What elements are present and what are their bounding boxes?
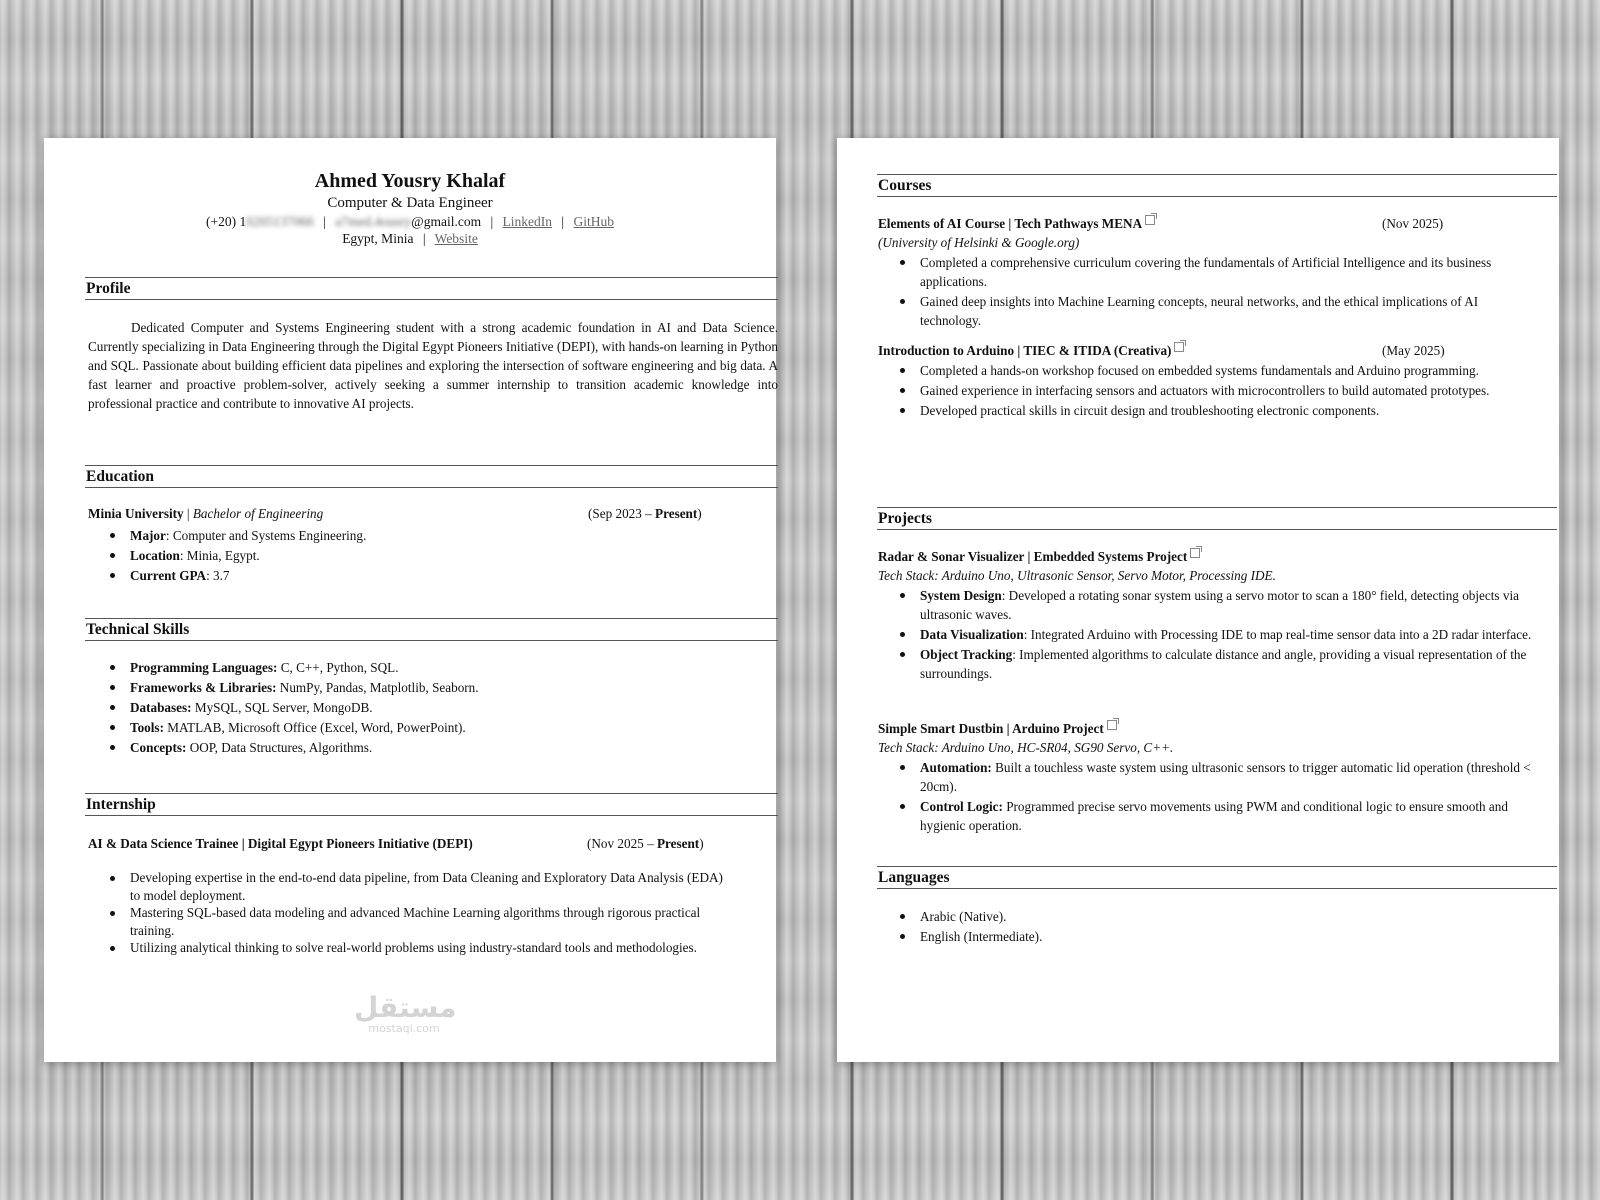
project-list [878,586,1540,684]
project-list [878,758,1540,836]
list-item: Gained deep insights into Machine Learning concepts, neural networks, and the ethical implications of AI technology. [920,292,1540,330]
profile-text: Dedicated Computer and Systems Engineering student with a strong academic foundation in AI and Data Science. Currently specializing in Data Engineering through the Digital Egypt Pioneers Initiative (DEPI), with hands-on learning in Python and SQL. Passionate about building efficient data pipelines and exploring the intersection of software engineering and big data. A fast learner and proactive problem-solver, actively seeking a summer internship to transition academic knowledge into professional practice and contribute to innovative AI projects. [88,320,778,411]
website-link[interactable]: Website [434,231,478,246]
linkedin-link[interactable]: LinkedIn [502,214,553,229]
date-end: Present [655,506,698,521]
phone-prefix: (+20) 1 [206,214,247,229]
candidate-name: Ahmed Yousry Khalaf [314,170,506,192]
skills-list [88,658,780,758]
project-stack: Tech Stack: Arduino Uno, Ultrasonic Sensor, Servo Motor, Processing IDE. [878,568,1276,583]
item-label: Location [130,548,180,563]
list-item [130,718,780,737]
item-label: Tools: [130,720,164,735]
item-label: System Design [920,588,1002,603]
date-close: ) [697,506,702,521]
list-item [920,645,1540,683]
resume-page-2 [837,138,1559,1062]
item-value: Programmed precise servo movements using PWM and conditional logic to ensure smooth and hygienic operation. [920,799,1508,833]
separator: | [422,231,426,246]
item-label: Concepts: [130,740,187,755]
location: Egypt, Minia [342,231,414,246]
github-link[interactable]: GitHub [573,214,614,229]
project-name: Radar & Sonar Visualizer | Embedded Systems Project [878,549,1188,564]
course-date: (Nov 2025) [1382,216,1444,231]
separator: | [323,214,326,229]
external-link-icon[interactable] [1190,548,1200,558]
internship-role: AI & Data Science Trainee | Digital Egypt Pioneers Initiative (DEPI) [88,836,473,851]
item-value: : 3.7 [206,568,230,583]
item-value: NumPy, Pandas, Matplotlib, Seaborn. [276,680,479,695]
item-value: MySQL, SQL Server, MongoDB. [191,700,373,715]
skills-section-header [85,618,778,641]
item-value: Built a touchless waste system using ultrasonic sensors to trigger automatic lid operation (threshold < 20cm). [920,760,1531,794]
item-label: Object Tracking [920,647,1013,662]
list-item: Utilizing analytical thinking to solve real-world problems using industry-standard tools and methodologies. [130,939,730,957]
project-title [878,549,1200,565]
item-value: MATLAB, Microsoft Office (Excel, Word, PowerPoint). [163,720,466,735]
item-label: Databases: [130,700,192,715]
internship-section-header [85,793,778,816]
course-name: Introduction to Arduino | TIEC & ITIDA (Creativa) [878,343,1172,358]
list-item [130,678,780,697]
projects-section-header [877,507,1557,530]
section-title: Internship [86,796,156,813]
list-item [130,658,780,677]
email-hidden: a7med.4ousry [335,214,412,229]
list-item: Developed practical skills in circuit design and troubleshooting electronic components. [920,401,1520,420]
internship-date [587,836,704,852]
list-item [920,758,1540,796]
phone-hidden: 0205137066 [246,214,314,229]
list-item [130,526,780,545]
list-item: Completed a comprehensive curriculum covering the fundamentals of Artificial Intelligence and its business applications. [920,253,1540,291]
item-label: Data Visualization [920,627,1024,642]
languages-section-header [877,866,1557,889]
list-item [130,566,780,585]
list-item [920,625,1540,644]
date-start: (Nov 2025 – [587,836,654,851]
course-list [878,253,1540,331]
separator: | [561,214,565,229]
date-start: (Sep 2023 – [588,506,652,521]
internship-list [88,869,730,957]
list-item [130,738,780,757]
section-title: Technical Skills [86,621,190,638]
education-section-header [85,465,778,488]
separator: | [490,214,494,229]
course-entry-title [878,343,1184,359]
list-item: Gained experience in interfacing sensors and actuators with microcontrollers to build automated prototypes. [920,381,1520,400]
list-item: English (Intermediate). [920,927,1520,946]
location-line [44,231,776,247]
watermark-url: mostaql.com [368,1022,440,1035]
degree: Bachelor of Engineering [192,506,324,521]
item-value: : Minia, Egypt. [179,548,260,563]
date-close: ) [699,836,704,851]
external-link-icon[interactable] [1174,342,1184,352]
item-value: : Developed a rotating sonar system using a servo motor to scan a 180° field, detecting objects via ultrasonic waves. [920,588,1519,622]
item-label: Control Logic: [920,799,1003,814]
section-title: Projects [878,510,932,527]
languages-list [878,907,1520,947]
item-value: OOP, Data Structures, Algorithms. [186,740,373,755]
project-name: Simple Smart Dustbin | Arduino Project [878,721,1104,736]
email-domain: @gmail.com [411,214,482,229]
watermark-logo: مستقل [354,991,457,1024]
list-item [130,698,780,717]
education-date [588,506,702,522]
course-list [878,361,1520,421]
item-value: C, C++, Python, SQL. [277,660,399,675]
list-item: Completed a hands-on workshop focused on embedded systems fundamentals and Arduino programming. [920,361,1520,380]
candidate-role: Computer & Data Engineer [327,195,493,211]
list-item [130,546,780,565]
project-stack: Tech Stack: Arduino Uno, HC-SR04, SG90 Servo, C++. [878,740,1174,755]
list-item [920,797,1540,835]
resume-page-1 [44,138,776,1062]
list-item: Mastering SQL-based data modeling and advanced Machine Learning algorithms through rigorous practical training. [130,904,730,939]
profile-section-header [85,277,778,300]
item-label: Current GPA [130,568,207,583]
item-value: : Computer and Systems Engineering. [165,528,367,543]
list-item: Arabic (Native). [920,907,1520,926]
section-title: Courses [878,177,932,194]
section-title: Languages [878,869,950,886]
school-name: Minia University [88,506,184,521]
course-org: (University of Helsinki & Google.org) [878,235,1080,250]
list-item: Developing expertise in the end-to-end data pipeline, from Data Cleaning and Exploratory Data Analysis (EDA) to model deployment. [130,869,730,904]
item-label: Frameworks & Libraries: [130,680,277,695]
course-entry-title [878,216,1155,232]
external-link-icon[interactable] [1107,720,1117,730]
external-link-icon[interactable] [1145,215,1155,225]
mostaql-watermark [354,991,457,1035]
section-title: Education [86,468,155,485]
item-label: Programming Languages: [130,660,278,675]
item-label: Automation: [920,760,992,775]
item-value: : Integrated Arduino with Processing IDE to map real-time sensor data into a 2D radar interface. [1023,627,1532,642]
list-item [920,586,1540,624]
contact-line [44,214,776,230]
education-list [88,526,780,586]
item-value: : Implemented algorithms to calculate distance and angle, providing a visual representation of the surroundings. [920,647,1527,681]
section-title: Profile [86,280,131,297]
divider: | [183,506,193,521]
date-end: Present [656,836,700,851]
item-label: Major [130,528,166,543]
education-entry [88,506,323,522]
project-title [878,721,1117,737]
courses-section-header [877,174,1557,197]
course-name: Elements of AI Course | Tech Pathways MENA [878,216,1143,231]
course-date: (May 2025) [1382,343,1445,358]
